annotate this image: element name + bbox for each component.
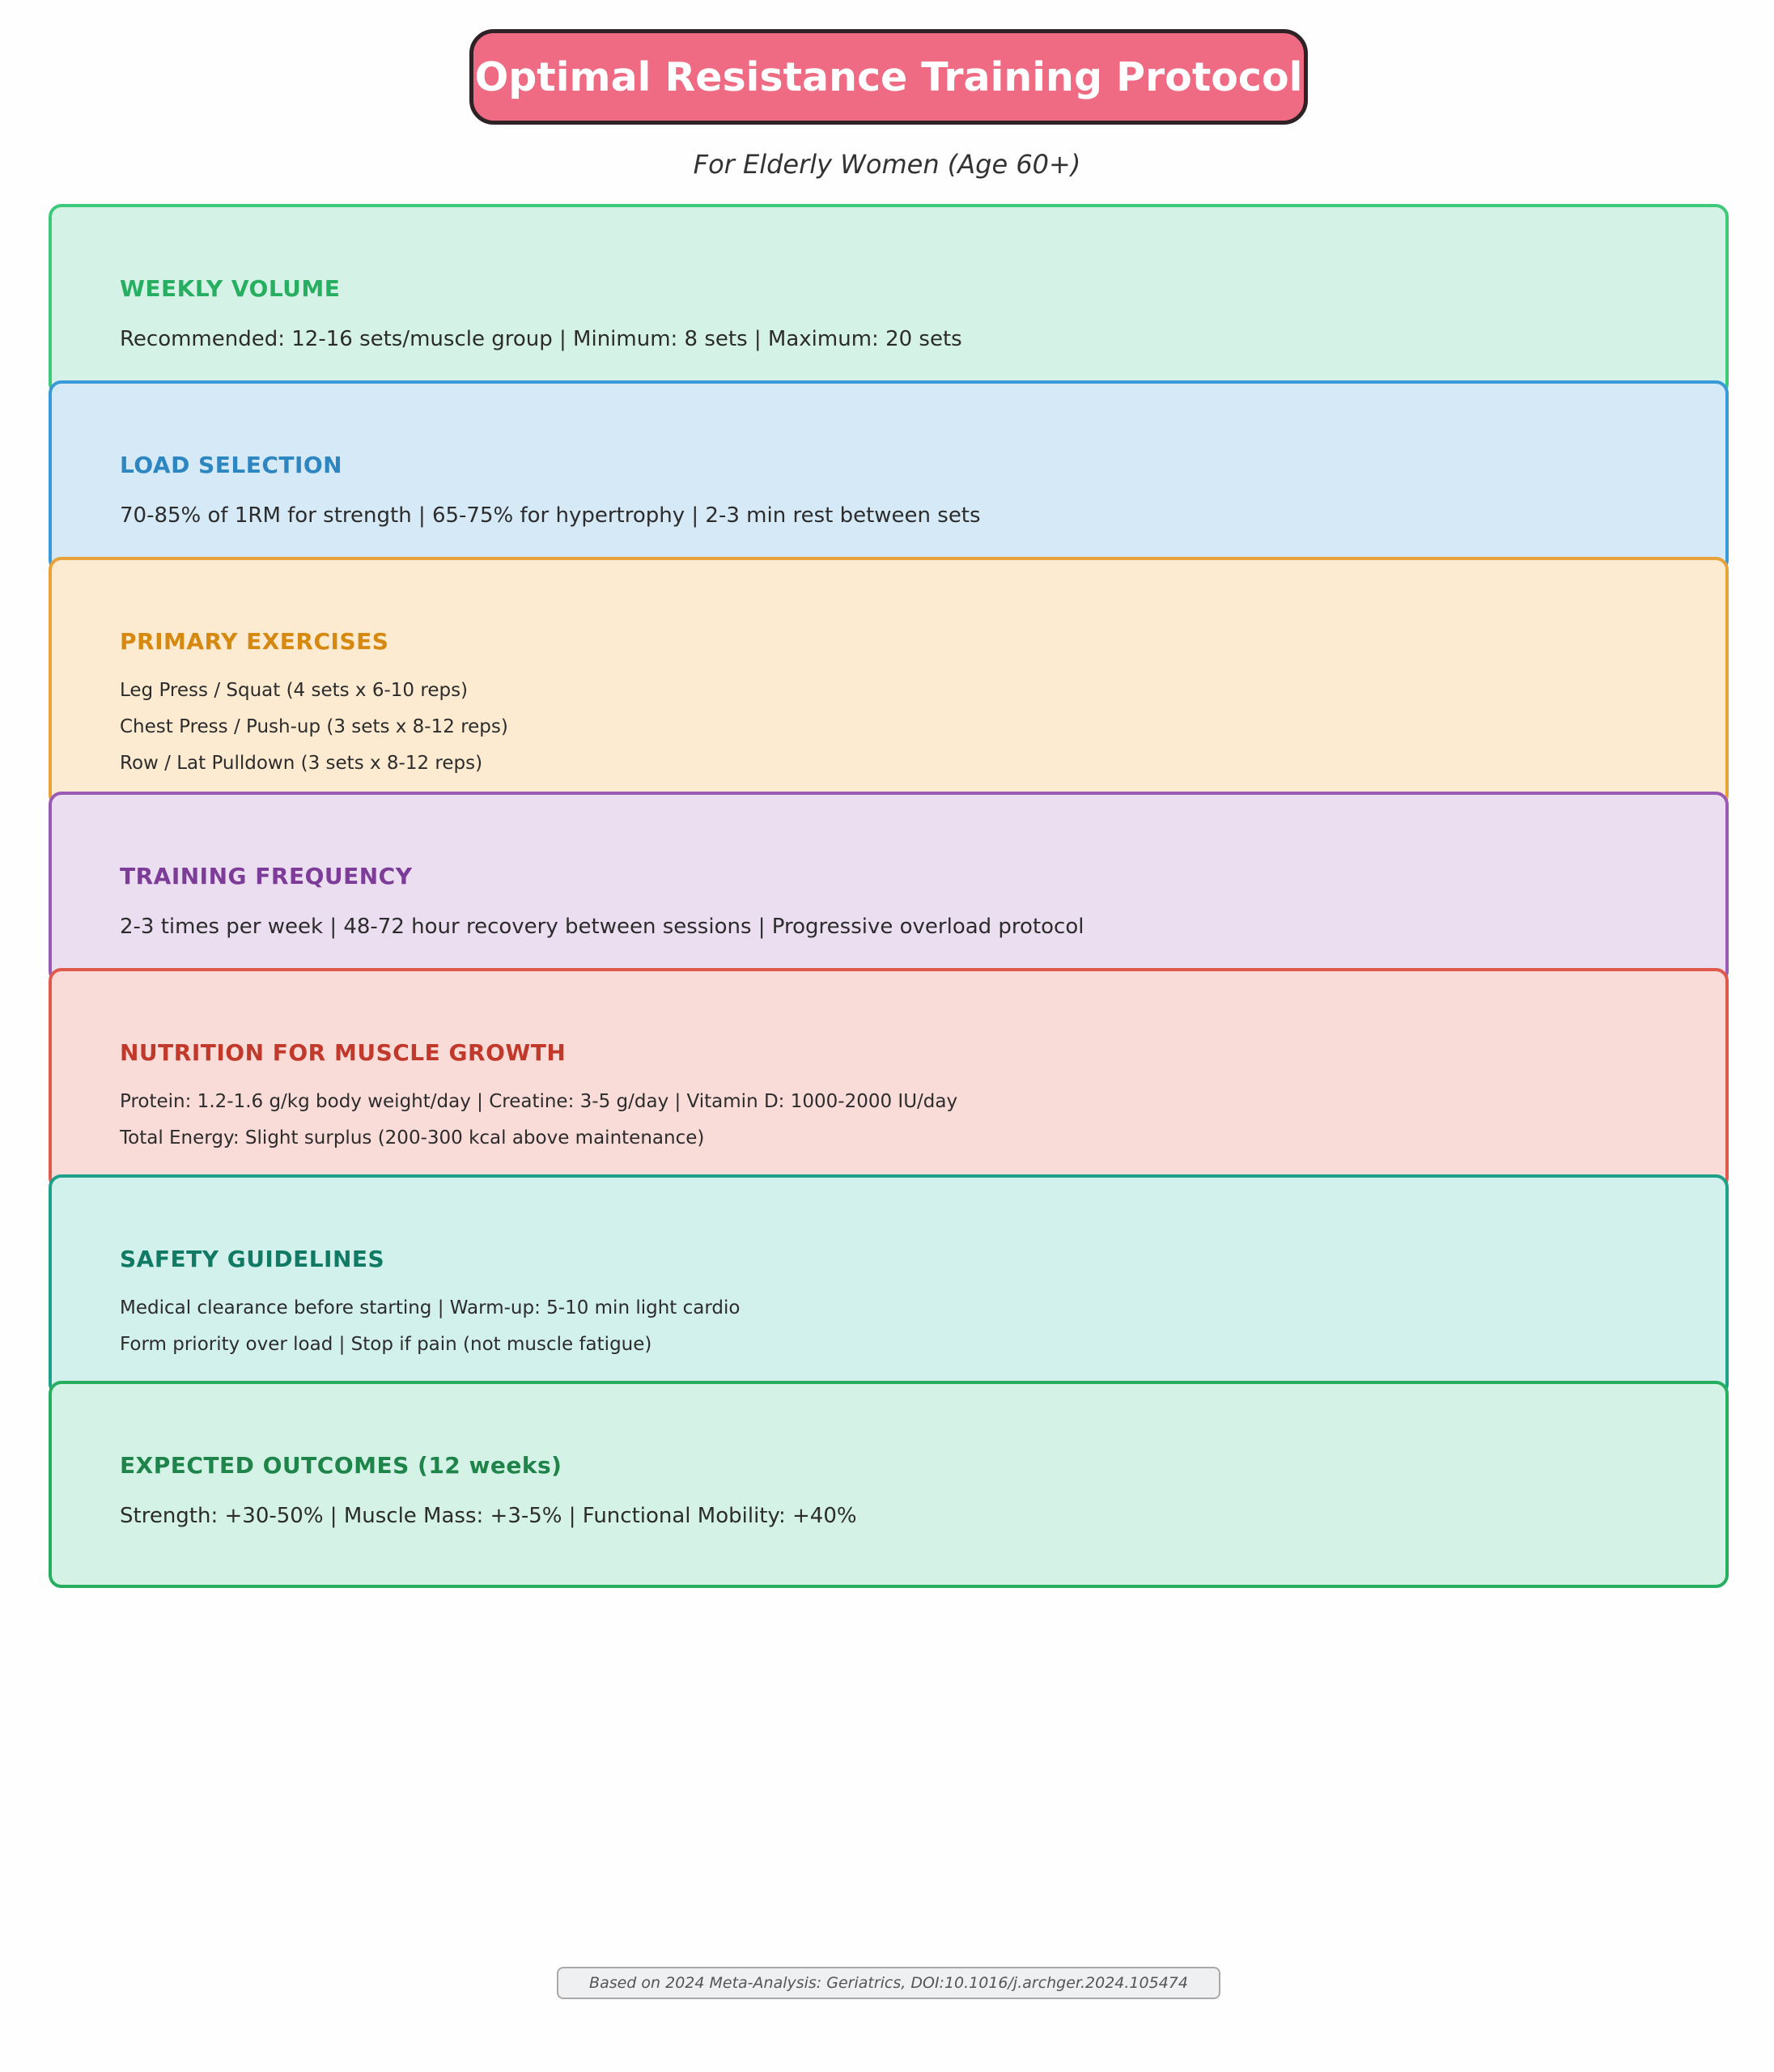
- section-safety-guidelines: [49, 1174, 1729, 1397]
- section-line: Form priority over load | Stop if pain (not muscle fatigue): [120, 1334, 652, 1355]
- section-weekly-volume: [49, 204, 1729, 397]
- section-line: Chest Press / Push-up (3 sets x 8-12 reps): [120, 716, 508, 737]
- citation-text: Based on 2024 Meta-Analysis: Geriatrics, DOI:10.1016/j.archger.2024.105474: [589, 1974, 1188, 1992]
- section-line: Protein: 1.2-1.6 g/kg body weight/day | Creatine: 3-5 g/day | Vitamin D: 1000-2000 IU/day: [120, 1091, 958, 1112]
- section-heading: EXPECTED OUTCOMES (12 weeks): [120, 1452, 562, 1479]
- section-line: Recommended: 12-16 sets/muscle group | Minimum: 8 sets | Maximum: 20 sets: [120, 327, 962, 351]
- page-subtitle: For Elderly Women (Age 60+): [693, 149, 1081, 180]
- section-heading: TRAINING FREQUENCY: [120, 863, 413, 890]
- section-heading: SAFETY GUIDELINES: [120, 1246, 385, 1272]
- page-title: Optimal Resistance Training Protocol: [474, 53, 1303, 100]
- section-heading: WEEKLY VOLUME: [120, 275, 341, 302]
- section-line: Strength: +30-50% | Muscle Mass: +3-5% | Functional Mobility: +40%: [120, 1504, 857, 1528]
- section-heading: NUTRITION FOR MUSCLE GROWTH: [120, 1039, 567, 1066]
- section-line: Medical clearance before starting | Warm-up: 5-10 min light cardio: [120, 1297, 741, 1318]
- section-line: Row / Lat Pulldown (3 sets x 8-12 reps): [120, 753, 483, 774]
- section-nutrition: [49, 968, 1729, 1191]
- title-banner: [469, 29, 1308, 125]
- citation-box: [557, 1967, 1220, 1999]
- section-heading: LOAD SELECTION: [120, 452, 343, 478]
- section-line: 2-3 times per week | 48-72 hour recovery between sessions | Progressive overload protocol: [120, 915, 1084, 939]
- section-training-frequency: [49, 792, 1729, 984]
- section-heading: PRIMARY EXERCISES: [120, 628, 389, 655]
- section-expected-outcomes: [49, 1381, 1729, 1588]
- section-primary-exercises: [49, 557, 1729, 808]
- section-line: Leg Press / Squat (4 sets x 6-10 reps): [120, 680, 469, 701]
- section-line: Total Energy: Slight surplus (200-300 kcal above maintenance): [120, 1127, 705, 1149]
- section-line: 70-85% of 1RM for strength | 65-75% for hypertrophy | 2-3 min rest between sets: [120, 503, 981, 528]
- section-load-selection: [49, 380, 1729, 573]
